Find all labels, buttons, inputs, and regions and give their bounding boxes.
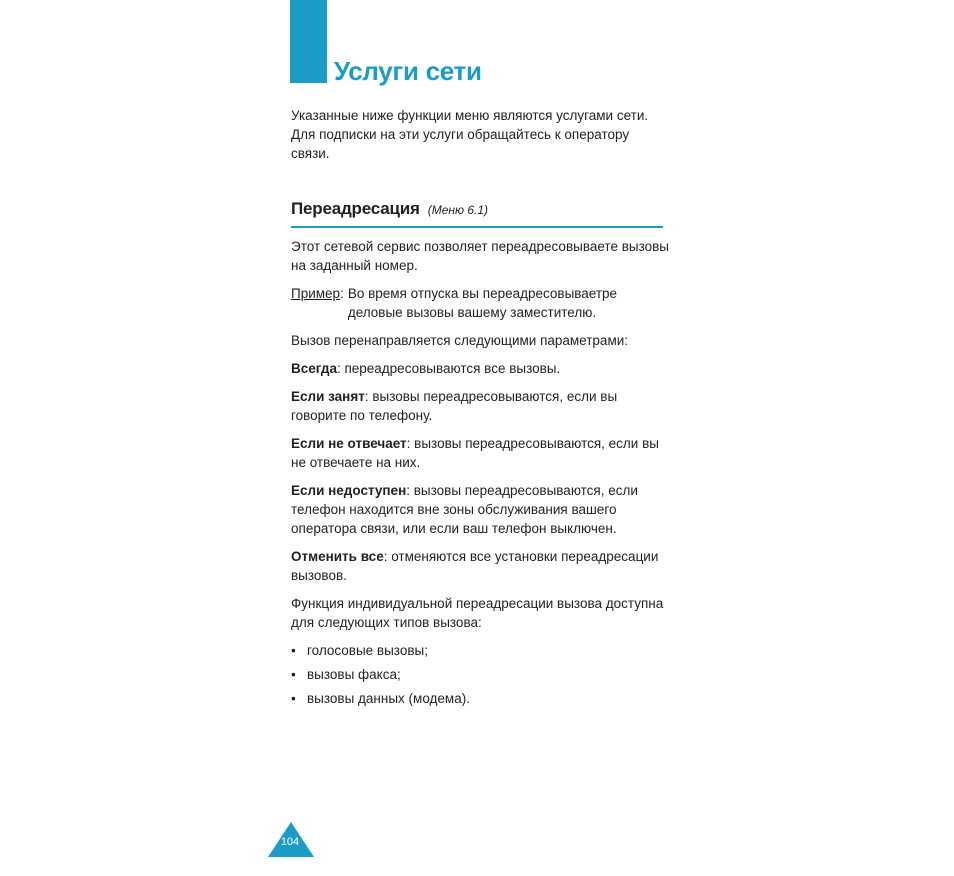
option-description: : вызовы переадресовываются, если вы говорите по телефону. [291, 389, 618, 423]
section-header [291, 199, 663, 228]
option-busy [291, 387, 671, 425]
list-item-text: вызовы факса; [307, 667, 401, 682]
section-menu-reference: (Меню 6.1) [427, 203, 489, 217]
section-intro: Этот сетевой сервис позволяет переадресовываете вызовы на заданный номер. [291, 239, 669, 273]
bullet-icon: • [291, 667, 296, 682]
example-text: Во время отпуска вы переадресовываетре деловые вызовы вашему заместителю. [347, 286, 618, 320]
bullet-icon: • [291, 691, 296, 706]
option-term: Если занят [291, 389, 365, 404]
section-title: Переадресация [291, 199, 420, 218]
call-types-list [291, 641, 671, 708]
option-no-reply [291, 434, 671, 472]
example-separator: : [340, 286, 344, 301]
list-item-text: голосовые вызовы; [307, 643, 428, 658]
option-description: : вызовы переадресовываются, если телефон находится вне зоны обслуживания вашего оператора связи, или если ваш телефон выключен. [291, 483, 638, 536]
list-item-text: вызовы данных (модема). [307, 691, 470, 706]
list-item [291, 689, 671, 708]
option-unreachable [291, 481, 671, 538]
option-term: Если не отвечает [291, 436, 407, 451]
option-term: Отменить все [291, 549, 384, 564]
option-always [291, 359, 671, 378]
bullet-icon: • [291, 643, 296, 658]
option-term: Всегда [291, 361, 337, 376]
section-content [291, 237, 671, 713]
params-intro: Вызов перенаправляется следующими параметрами: [291, 333, 629, 348]
example-prefix [291, 284, 344, 322]
example-block [291, 284, 671, 322]
call-types-intro: Функция индивидуальной переадресации вызова доступна для следующих типов вызова: [291, 596, 664, 630]
option-description: : вызовы переадресовываются, если вы не отвечаете на них. [291, 436, 659, 470]
page-number: 104 [280, 836, 300, 848]
example-label: Пример [291, 286, 341, 301]
list-item [291, 665, 671, 684]
page-title: Услуги сети [334, 56, 482, 86]
option-description: : переадресовываются все вызовы. [336, 361, 561, 376]
option-description: : отменяются все установки переадресации вызовов. [291, 549, 659, 583]
intro-paragraph: Указанные ниже функции меню являются услугами сети. Для подписки на эти услуги обращайтесь к оператору связи. [291, 108, 649, 161]
list-item [291, 641, 671, 660]
option-cancel-all [291, 547, 671, 585]
title-accent-block [290, 0, 327, 83]
option-term: Если недоступен [291, 483, 407, 498]
